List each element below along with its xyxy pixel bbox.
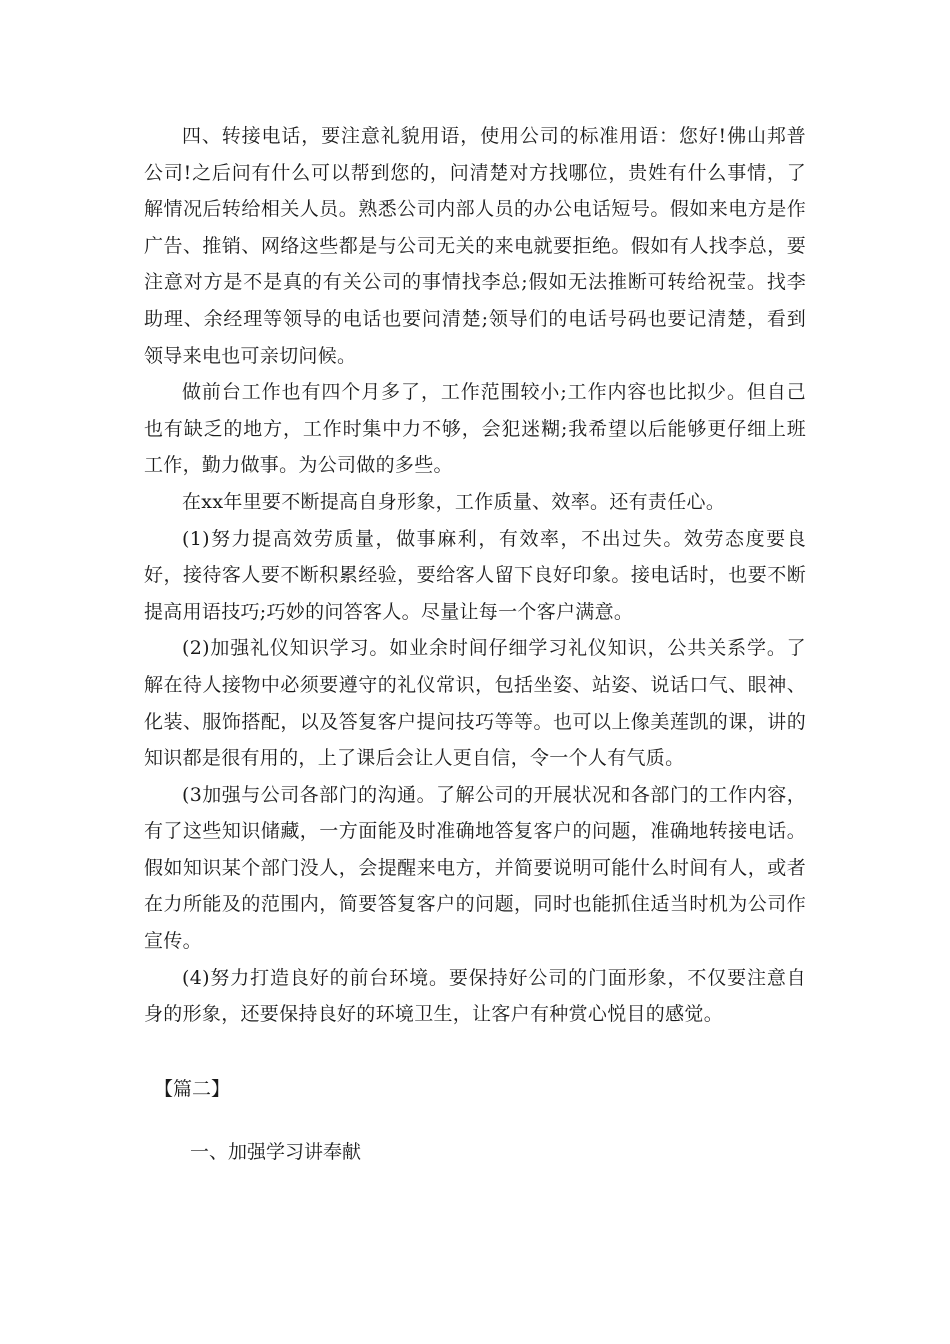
paragraph-yearly-goal: 在xx年里要不断提高自身形象，工作质量、效率。还有责任心。 xyxy=(182,490,726,513)
paragraph-item-4: (4)努力打造良好的前台环境。要保持好公司的门面形象，不仅要注意自身的形象，还要保持良好的环境卫生，让客户有种赏心悦目的感觉。 xyxy=(144,966,806,1026)
document-body xyxy=(144,118,806,1033)
paragraph-work-reflection: 做前台工作也有四个月多了，工作范围较小;工作内容也比拟少。但自己也有缺乏的地方，工作时集中力不够，会犯迷糊;我希望以后能够更仔细上班工作，勤力做事。为公司做的多些。 xyxy=(144,381,806,477)
section-title: 【篇二】 xyxy=(154,1078,231,1100)
paragraph-item-2: (2)加强礼仪知识学习。如业余时间仔细学习礼仪知识，公共关系学。了解在待人接物中必须要遵守的礼仪常识，包括坐姿、站姿、说话口气、眼神、化装、服饰搭配，以及答复客户提问技巧等等。也可以上像美莲凯的课，讲的知识都是很有用的，上了课后会让人更自信，令一个人有气质。 xyxy=(144,637,806,770)
paragraph-item-1: (1)努力提高效劳质量，做事麻利，有效率，不出过失。效劳态度要良好，接待客人要不断积累经验，要给客人留下良好印象。接电话时，也要不断提高用语技巧;巧妙的问答客人。尽量让每一个客户满意。 xyxy=(144,527,806,623)
paragraph-item-3: (3加强与公司各部门的沟通。了解公司的开展状况和各部门的工作内容，有了这些知识储藏，一方面能及时准确地答复客户的问题，准确地转接电话。假如知识某个部门没人，会提醒来电方，并简要说明可能什么时间有人，或者在力所能及的范围内，简要答复客户的问题，同时也能抓住适当时机为公司作宣传。 xyxy=(144,783,806,953)
subsection-title: 一、加强学习讲奉献 xyxy=(190,1141,362,1163)
paragraph-phone-etiquette: 四、转接电话，要注意礼貌用语，使用公司的标准用语：您好!佛山邦普公司!之后问有什么可以帮到您的，问清楚对方找哪位，贵姓有什么事情，了解情况后转给相关人员。熟悉公司内部人员的办公电话短号。假如来电方是作广告、推销、网络这些都是与公司无关的来电就要拒绝。假如有人找李总，要注意对方是不是真的有关公司的事情找李总;假如无法推断可转给祝莹。找李助理、余经理等领导的电话也要问清楚;领导们的电话号码也要记清楚，看到领导来电也可亲切问候。 xyxy=(144,125,806,367)
